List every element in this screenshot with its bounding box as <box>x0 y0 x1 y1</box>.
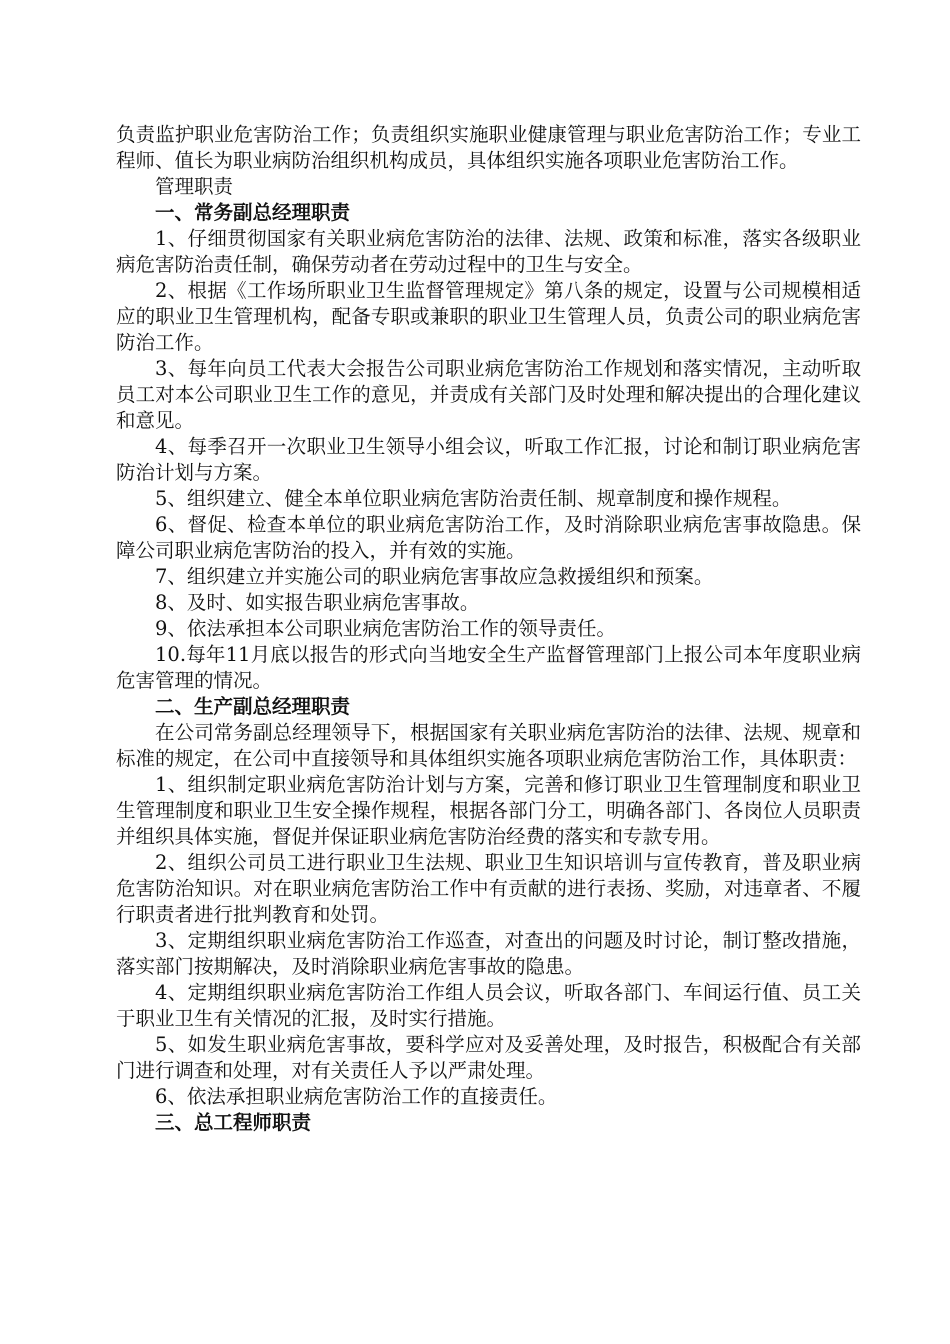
paragraph-item: 1、组织制定职业病危害防治计划与方案，完善和修订职业卫生管理制度和职业卫生管理制度和职业卫生安全操作规程，根据各部门分工，明确各部门、各岗位人员职责并组织具体实施，督促并保证职业病危害防治经费的落实和专款专用。 <box>116 773 861 848</box>
paragraph-management-duties: 管理职责 <box>155 175 234 198</box>
paragraph-item: 6、督促、检查本单位的职业病危害防治工作，及时消除职业病危害事故隐患。保障公司职业病危害防治的投入，并有效的实施。 <box>116 513 861 562</box>
paragraph-item: 5、如发生职业病危害事故，要科学应对及妥善处理，及时报告，积极配合有关部门进行调查和处理，对有关责任人予以严肃处理。 <box>116 1033 861 1082</box>
paragraph-item: 7、组织建立并实施公司的职业病危害事故应急救援组织和预案。 <box>155 565 714 588</box>
paragraph-item: 2、组织公司员工进行职业卫生法规、职业卫生知识培训与宣传教育，普及职业病危害防治知识。对在职业病危害防治工作中有贡献的进行表扬、奖励，对违章者、不履行职责者进行批判教育和处罚。 <box>116 851 861 926</box>
paragraph-item: 4、每季召开一次职业卫生领导小组会议，听取工作汇报，讨论和制订职业病危害防治计划与方案。 <box>116 435 861 484</box>
paragraph-item: 4、定期组织职业病危害防治工作组人员会议，听取各部门、车间运行值、员工关于职业卫生有关情况的汇报，及时实行措施。 <box>116 981 861 1030</box>
section-heading-3: 三、总工程师职责 <box>155 1111 312 1134</box>
paragraph-item: 10.每年11月底以报告的形式向当地安全生产监督管理部门上报公司本年度职业病危害管理的情况。 <box>116 643 861 692</box>
paragraph-item: 8、及时、如实报告职业病危害事故。 <box>155 591 480 614</box>
paragraph-item: 3、定期组织职业病危害防治工作巡查，对查出的问题及时讨论，制订整改措施，落实部门按期解决，及时消除职业病危害事故的隐患。 <box>116 929 861 978</box>
paragraph-intro: 负责监护职业危害防治工作；负责组织实施职业健康管理与职业危害防治工作；专业工程师、值长为职业病防治组织机构成员，具体组织实施各项职业危害防治工作。 <box>116 123 861 172</box>
paragraph-item: 2、根据《工作场所职业卫生监督管理规定》第八条的规定，设置与公司规模相适应的职业卫生管理机构，配备专职或兼职的职业卫生管理人员，负责公司的职业病危害防治工作。 <box>116 279 861 354</box>
paragraph-item: 9、依法承担本公司职业病危害防治工作的领导责任。 <box>155 617 616 640</box>
paragraph-section-intro: 在公司常务副总经理领导下，根据国家有关职业病危害防治的法律、法规、规章和标准的规定，在公司中直接领导和具体组织实施各项职业病危害防治工作，具体职责： <box>116 721 861 770</box>
section-heading-1: 一、常务副总经理职责 <box>155 201 351 224</box>
paragraph-item: 5、组织建立、健全本单位职业病危害防治责任制、规章制度和操作规程。 <box>155 487 792 510</box>
section-heading-2: 二、生产副总经理职责 <box>155 695 351 718</box>
paragraph-item: 6、依法承担职业病危害防治工作的直接责任。 <box>155 1085 558 1108</box>
paragraph-item: 1、仔细贯彻国家有关职业病危害防治的法律、法规、政策和标准，落实各级职业病危害防治责任制，确保劳动者在劳动过程中的卫生与安全。 <box>116 227 861 276</box>
paragraph-item: 3、每年向员工代表大会报告公司职业病危害防治工作规划和落实情况，主动听取员工对本公司职业卫生工作的意见，并责成有关部门及时处理和解决提出的合理化建议和意见。 <box>116 357 861 432</box>
document-page <box>116 122 861 1136</box>
